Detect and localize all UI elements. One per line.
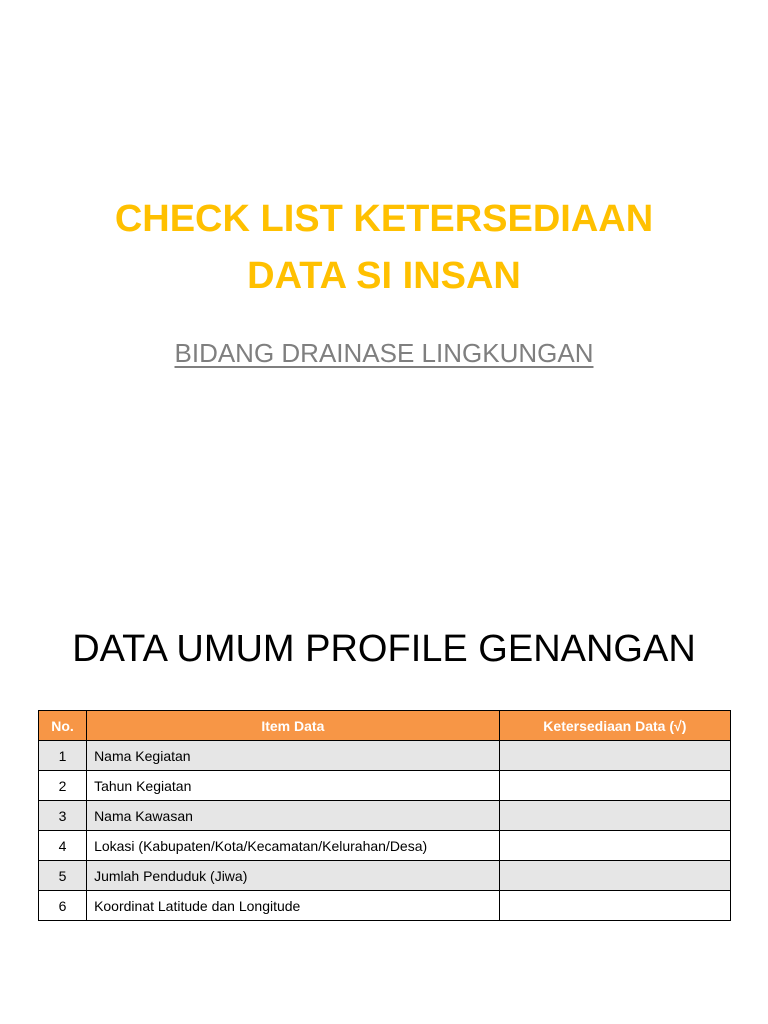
row-item: Tahun Kegiatan: [87, 771, 500, 801]
row-availability-cell[interactable]: [499, 891, 730, 921]
row-number: 3: [39, 801, 87, 831]
table-row: [39, 891, 731, 921]
column-header-availability: Ketersediaan Data (√): [499, 711, 730, 741]
table-row: [39, 801, 731, 831]
table-row: [39, 831, 731, 861]
row-item: Koordinat Latitude dan Longitude: [87, 891, 500, 921]
table-row: [39, 741, 731, 771]
document-title: [0, 191, 768, 305]
table-row: [39, 771, 731, 801]
row-item: Nama Kegiatan: [87, 741, 500, 771]
section-heading: DATA UMUM PROFILE GENANGAN: [72, 628, 696, 670]
document-subtitle: BIDANG DRAINASE LINGKUNGAN: [174, 338, 594, 368]
row-item: Lokasi (Kabupaten/Kota/Kecamatan/Kelurahan/Desa): [87, 831, 500, 861]
table-row: [39, 861, 731, 891]
row-number: 4: [39, 831, 87, 861]
row-availability-cell[interactable]: [499, 801, 730, 831]
row-number: 5: [39, 861, 87, 891]
title-line-1: CHECK LIST KETERSEDIAAN: [114, 198, 654, 240]
row-number: 6: [39, 891, 87, 921]
column-header-item-data: Item Data: [87, 711, 500, 741]
row-item: Nama Kawasan: [87, 801, 500, 831]
row-availability-cell[interactable]: [499, 771, 730, 801]
title-line-2: DATA SI INSAN: [247, 255, 521, 297]
column-header-no: No.: [39, 711, 87, 741]
checklist-table: [38, 710, 731, 921]
table-header: [39, 711, 731, 741]
table-body: [39, 741, 731, 921]
row-number: 1: [39, 741, 87, 771]
table-header-row: [39, 711, 731, 741]
row-item: Jumlah Penduduk (Jiwa): [87, 861, 500, 891]
row-number: 2: [39, 771, 87, 801]
row-availability-cell[interactable]: [499, 741, 730, 771]
row-availability-cell[interactable]: [499, 861, 730, 891]
row-availability-cell[interactable]: [499, 831, 730, 861]
